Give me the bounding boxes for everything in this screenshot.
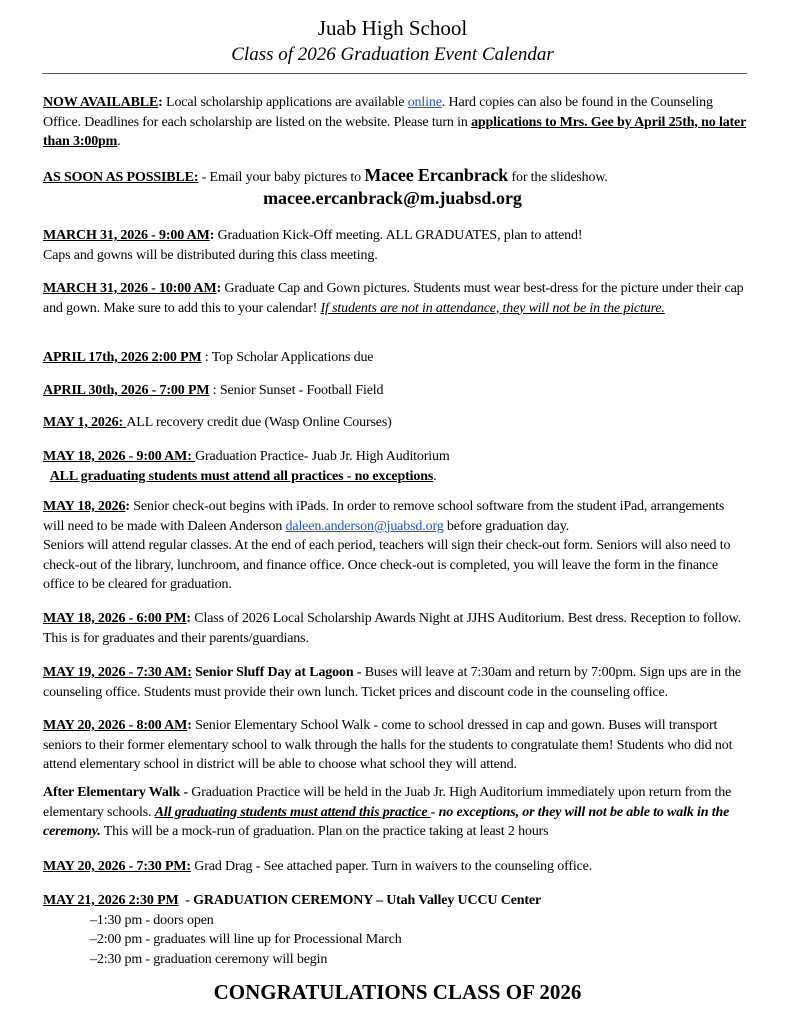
event-kickoff: MARCH 31, 2026 - 9:00 AM: Graduation Kick-Off meeting. ALL GRADUATES, plan to attend! Caps and gowns will be distributed during this class meeting. bbox=[43, 228, 583, 263]
event-note: - no exceptions, or they will not be able to walk in the ceremony. bbox=[43, 804, 730, 839]
event-date: MARCH 31, 2026 - 10:00 AM bbox=[43, 281, 217, 296]
contact-name: Macee Ercanbrack bbox=[364, 165, 509, 185]
event-text: Senior Elementary School Walk - come to school dressed in cap and gown. Buses will transport seniors to their former elementary school to walk through the halls for the students to congratulate them! Students who did not attend elementary school in district will be able to choose what school they will attend. bbox=[43, 718, 733, 772]
event-date: MAY 18, 2026 bbox=[43, 499, 126, 514]
event-text: Buses will leave at 7:30am and return by 7:00pm. Sign ups are in the counseling office. Students must provide their own lunch. Ticket prices and discount code in the counseling office. bbox=[43, 665, 741, 700]
event-text: Caps and gowns will be distributed during this class meeting. bbox=[43, 247, 378, 263]
event-text: Seniors will attend regular classes. At the end of each period, teachers will sign their check-out form. Seniors will also need to check-out of the library, lunchroom, and finance office. Once check-out is completed, you will leave the form in the finance office to be cleared for graduation. bbox=[43, 538, 731, 592]
event-date: After Elementary Walk - bbox=[43, 785, 188, 800]
event-pictures: MARCH 31, 2026 - 10:00 AM: Graduate Cap and Gown pictures. Students must wear best-dress for the picture under their cap and gown. Make sure to add this to your calendar! If students are not in attendance, they will not be in the picture. bbox=[43, 281, 744, 316]
colon: : bbox=[158, 95, 163, 110]
divider bbox=[42, 73, 747, 74]
event-text: This will be a mock-run of graduation. Plan on the practice taking at least 2 hours bbox=[100, 824, 549, 839]
event-recovery-credit bbox=[43, 413, 748, 433]
event-text: : Senior Sunset - Football Field bbox=[209, 383, 384, 398]
event-text: before graduation day. bbox=[443, 518, 570, 534]
event-text: Graduation Practice will be held in the Juab Jr. High Auditorium immediately upon return from the elementary schools. bbox=[43, 785, 732, 820]
text: . bbox=[433, 468, 437, 484]
schedule-item: –2:00 pm - graduates will line up for Processional March bbox=[90, 932, 402, 947]
text: Local scholarship applications are available bbox=[162, 95, 408, 110]
event-practice bbox=[43, 447, 748, 486]
event-text: Class of 2026 Local Scholarship Awards Night at JJHS Auditorium. Best dress. Reception to follow. This is for graduates and their parents/guardians. bbox=[43, 611, 741, 646]
event-text: Grad Drag - See attached paper. Turn in waivers to the counseling office. bbox=[190, 859, 593, 874]
event-date: APRIL 17th, 2026 2:00 PM bbox=[43, 350, 202, 365]
event-ceremony bbox=[43, 891, 748, 969]
event-date: MAY 20, 2026 - 7:30 PM: bbox=[43, 859, 191, 874]
event-senior-sunset bbox=[43, 381, 748, 401]
asap-section bbox=[43, 166, 748, 188]
event-date: MARCH 31, 2026 - 9:00 AM bbox=[43, 228, 210, 243]
calendar-subtitle: Class of 2026 Graduation Event Calendar bbox=[231, 44, 554, 65]
event-title: Senior Sluff Day at Lagoon - bbox=[191, 665, 362, 680]
schedule-item: –1:30 pm - doors open bbox=[90, 912, 214, 928]
text: for the slideshow. bbox=[508, 170, 608, 185]
contact-email: macee.ercanbrack@m.juabsd.org bbox=[263, 188, 522, 208]
event-date: MAY 1, 2026: bbox=[43, 415, 127, 430]
email-link[interactable]: daleen.anderson@juabsd.org bbox=[285, 518, 444, 534]
event-date: MAY 19, 2026 - 7:30 AM: bbox=[43, 665, 192, 680]
event-grad-drag bbox=[43, 857, 748, 877]
event-date: MAY 20, 2026 - 8:00 AM bbox=[43, 718, 188, 733]
event-awards-night: MAY 18, 2026 - 6:00 PM: Class of 2026 Local Scholarship Awards Night at JJHS Auditorium. Best dress. Reception to follow. This is for graduates and their parents/guardians. bbox=[43, 611, 741, 646]
event-text: Graduation Kick-Off meeting. ALL GRADUATES, plan to attend! bbox=[214, 228, 583, 243]
event-date: APRIL 30th, 2026 - 7:00 PM bbox=[43, 383, 210, 398]
event-top-scholar bbox=[43, 348, 748, 368]
event-note: If students are not in attendance, they will not be in the picture. bbox=[320, 300, 665, 316]
congratulations-banner: CONGRATULATIONS CLASS OF 2026 bbox=[213, 980, 582, 1004]
event-title: - GRADUATION CEREMONY – Utah Valley UCCU Center bbox=[178, 893, 542, 908]
event-sluff-day bbox=[43, 663, 748, 702]
event-date: MAY 18, 2026 - 9:00 AM: bbox=[43, 449, 196, 464]
event-text: Graduate Cap and Gown pictures. Students must wear best-dress for the picture under their cap and gown. Make sure to add this to your calendar! bbox=[43, 281, 744, 316]
event-text: : Top Scholar Applications due bbox=[201, 350, 374, 365]
event-date: MAY 18, 2026 - 6:00 PM bbox=[43, 611, 187, 626]
event-date: MAY 21, 2026 2:30 PM bbox=[43, 893, 179, 908]
schedule-item: –2:30 pm - graduation ceremony will begin bbox=[90, 951, 328, 967]
text: - Email your baby pictures to bbox=[198, 170, 365, 185]
section-label: AS SOON AS POSSIBLE: bbox=[43, 170, 199, 185]
event-elementary-walk: MAY 20, 2026 - 8:00 AM: Senior Elementary School Walk - come to school dressed in cap and gown. Buses will transport seniors to their former elementary school to walk through the halls for the students to congratulate them! Students who did not attend elementary school in district will be able to choose what school they will attend. bbox=[43, 718, 733, 772]
online-link[interactable]: online bbox=[407, 95, 442, 110]
now-available-section bbox=[43, 93, 748, 152]
section-label: NOW AVAILABLE bbox=[43, 95, 159, 110]
event-text: ALL recovery credit due (Wasp Online Courses) bbox=[126, 415, 392, 430]
event-text: Graduation Practice- Juab Jr. High Auditorium bbox=[195, 449, 450, 464]
event-text: Senior check-out begins with iPads. In order to remove school software from the student iPad, arrangements will need to be made with Daleen Anderson bbox=[43, 499, 725, 534]
text: . bbox=[117, 134, 121, 149]
event-after-walk bbox=[43, 783, 748, 842]
event-note: ALL graduating students must attend all practices - no exceptions bbox=[49, 468, 434, 484]
school-title: Juab High School bbox=[317, 16, 468, 40]
deadline-emphasis: applications to Mrs. Gee by April 25th, no later than 3:00pm bbox=[43, 114, 747, 149]
event-note: All graduating students must attend this practice bbox=[154, 804, 431, 820]
text: . Hard copies can also be found in the Counseling Office. Deadlines for each scholarship are listed on the website. Please turn in bbox=[43, 95, 713, 130]
event-checkout: MAY 18, 2026: Senior check-out begins with iPads. In order to remove school software from the student iPad, arrangements will need to be made with Daleen Anderson daleen.anderson@juabsd.org before graduation day. Seniors will attend regular classes. At the end of each period, teachers will sign their check-out form. Seniors will also need to check-out of the library, lunchroom, and finance office. Once check-out is completed, you will leave the form in the finance office to be cleared for graduation. bbox=[43, 499, 731, 592]
